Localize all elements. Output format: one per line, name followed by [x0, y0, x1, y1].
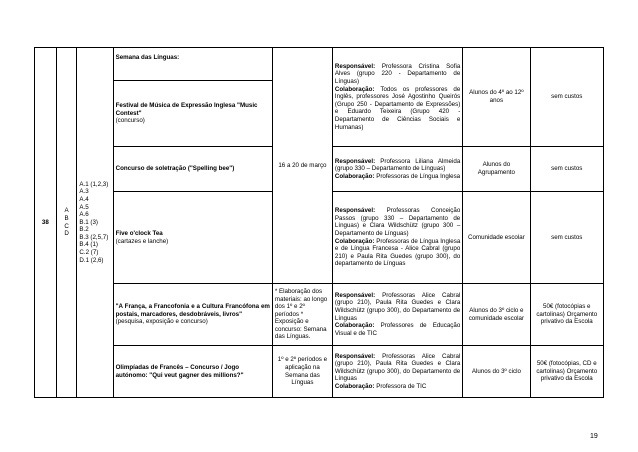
letter-d: D [64, 230, 69, 238]
objective: A.6 [79, 211, 89, 219]
objective: B.4 (1) [79, 241, 98, 249]
activity-title: Olimpíadas de Francês – Concurso / Jogo autónomo: "Qui veut gagner des millions?" [115, 363, 244, 379]
collaboration-label: Colaboração: [334, 322, 381, 330]
collaboration-label: Colaboração: [334, 237, 377, 245]
cost-cell: 50€ (fotocópias, CD e cartolinas) Orçamento privativo da Escola [530, 346, 604, 398]
responsible-label: Responsável: [334, 291, 383, 299]
objective: C.2 (7) [79, 249, 99, 257]
responsible-text: Professoras Conceição Passos (grupo 330 – Departamento de Línguas) e Clara Wildschütz (grupo 300 – Departamento de Línguas) [334, 207, 461, 237]
table-row [35, 284, 604, 346]
activity-subtitle: (cartazes e lanche) [115, 237, 169, 245]
objective: D.1 (2,6) [79, 256, 104, 264]
date-cell: 16 a 20 de março [272, 48, 332, 284]
objective: B.1 (3) [79, 218, 98, 226]
objective: B.2 [79, 226, 89, 234]
activity-cell [113, 48, 272, 81]
collaboration-text: Professoras de Língua Inglesa e de Língua Francesa - Alice Cabral (grupo 210) e Paula Rita Guedes (grupo 300), do departamento de Línguas [334, 237, 461, 268]
objective: B.3 (2,5,7) [79, 233, 109, 241]
date-cell: 1º e 2º períodos e aplicação na Semana das Línguas [272, 346, 332, 398]
table-row [35, 346, 604, 398]
cost-cell: sem custos [530, 48, 604, 147]
activity-cell [113, 147, 272, 192]
responsible-text: Professoras Alice Cabral (grupo 210), Paula Rita Guedes e Clara Wildschütz (grupo 300), do Departamento de Línguas [334, 352, 461, 383]
target-cell: Alunos do 3º ciclo e comunidade escolar [463, 284, 530, 346]
collaboration-label: Colaboração: [334, 85, 381, 93]
activity-subtitle: (concurso) [115, 117, 145, 125]
responsible-cell [332, 147, 462, 192]
activity-title: "A França, a Francofonia e a Cultura Francófona em postais, marcadores, desdobráveis, livros" [115, 303, 270, 318]
cost-cell: sem custos [530, 147, 604, 192]
activity-cell [113, 346, 272, 398]
responsible-cell [332, 48, 462, 147]
responsible-text: Professora Cristina Sofia Alves (grupo 220 - Departamento de Línguas) [334, 62, 461, 86]
target-cell: Alunos do 4º ao 12º anos [463, 48, 530, 147]
collaboration-text: Professoras de Língua Inglesa [376, 172, 461, 180]
responsible-cell [332, 192, 462, 284]
target-cell: Alunos do Agrupamento [463, 147, 530, 192]
collaboration-text: Professora de TIC [376, 382, 427, 390]
cost-cell: 50€ (fotocópias e cartolinas) Orçamento privativo da Escola [530, 284, 604, 346]
responsible-label: Responsável: [334, 157, 381, 165]
date-note-cell: * Elaboração dos materiais: ao longo dos 1º e 2º períodos * Exposição e concurso: Semana das Línguas. [272, 284, 332, 346]
domain-letters [56, 48, 77, 398]
activity-subtitle: (pesquisa, exposição e concurso) [115, 318, 208, 326]
target-cell: Comunidade escolar [463, 192, 530, 284]
responsible-cell [332, 284, 462, 346]
target-cell: Alunos do 3º ciclo [463, 346, 530, 398]
collaboration-text: Todos os professores de Inglês, professores José Agostinho Queirós (Grupo 250 - Departamento de Expressões) e Eduardo Teixeira (Grupo 420 - Departamento de Ciências Sociais e Humanas) [334, 85, 461, 131]
objective: A.5 [79, 203, 89, 211]
responsible-label: Responsável: [334, 352, 383, 360]
letter-c: C [64, 222, 69, 230]
table-row [35, 48, 604, 81]
responsible-label: Responsável: [334, 207, 387, 215]
letter-a: A [64, 207, 69, 215]
responsible-label: Responsável: [334, 62, 382, 70]
activity-plan-table [34, 47, 604, 398]
responsible-cell [332, 346, 462, 398]
collaboration-text: Professores de Educação Visual e de TIC [334, 322, 461, 337]
page-number: 19 [590, 433, 598, 440]
objective: A.1 (1,2,3) [79, 180, 109, 188]
activity-cell [113, 192, 272, 284]
row-number: 38 [35, 48, 57, 398]
collaboration-label: Colaboração: [334, 382, 377, 390]
activity-cell [113, 284, 272, 346]
letter-b: B [64, 214, 69, 222]
activity-cell [113, 81, 272, 147]
activity-title: Five o'clock Tea [115, 229, 163, 237]
objectives-cell [77, 48, 113, 398]
objective: A.4 [79, 195, 89, 203]
responsible-text: Professoras Alice Cabral (grupo 210), Paula Rita Guedes e Clara Wildschütz (grupo 300), do Departamento de Línguas [334, 291, 461, 322]
activity-title: Concurso de soletração ("Spelling bee") [115, 165, 235, 173]
activity-title: Semana das Línguas: [115, 54, 180, 61]
activity-title: Festival de Música de Expressão Inglesa "Music Contest" [115, 102, 258, 117]
collaboration-label: Colaboração: [334, 172, 377, 180]
cost-cell: sem custos [530, 192, 604, 284]
responsible-text: Professora Liliana Almeida (grupo 330 – Departamento de Línguas) [334, 157, 461, 173]
objective: A.3 [79, 188, 89, 196]
